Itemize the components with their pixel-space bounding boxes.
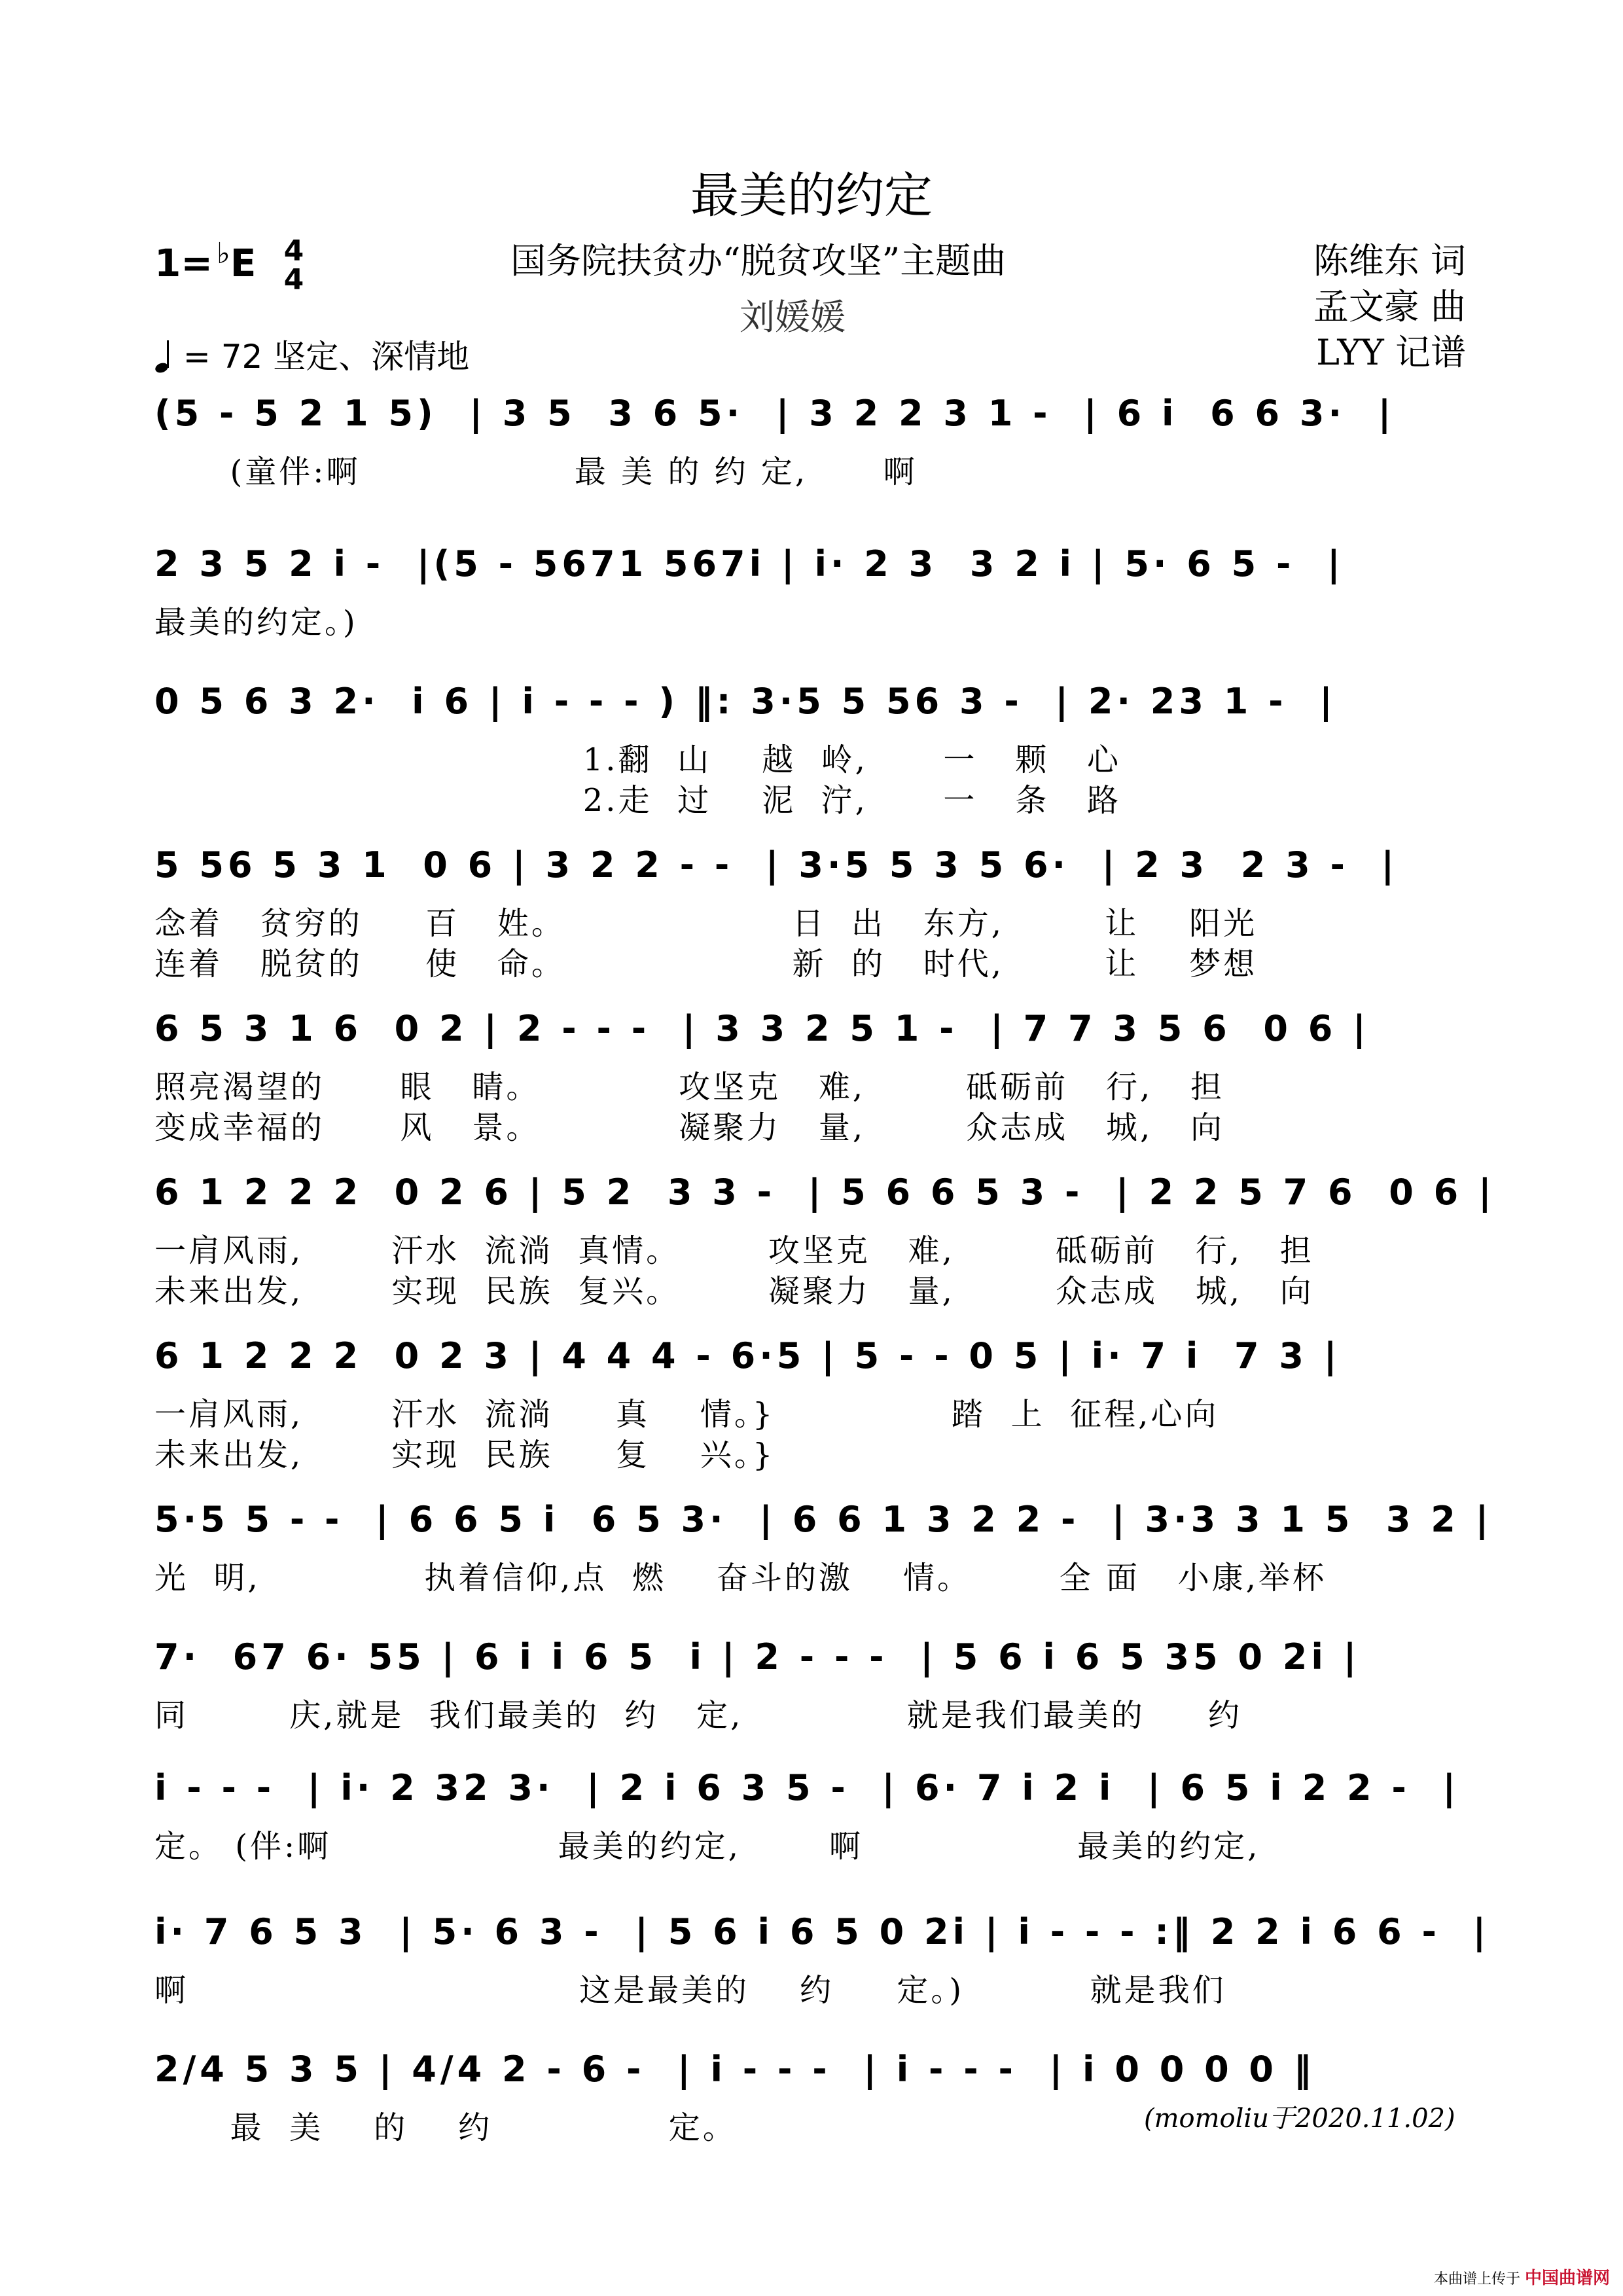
lyric-line: 定。 (伴:啊 最美的约定, 啊 最美的约定, bbox=[154, 1828, 1260, 1865]
notation-line: i· 7 6 5 3 | 5· 6 3 - | 5 6 i 6 5 0 2i | i - - - :‖ 2 2 i 6 6 - | bbox=[154, 1911, 1490, 1952]
transcriber-credit: LYY 记谱 bbox=[1316, 332, 1466, 373]
notation-line: 5 56 5 3 1 0 6 | 3 2 2 - - | 3·5 5 3 5 6· | 2 3 2 3 - | bbox=[154, 844, 1399, 886]
tempo-text: = 72 坚定、深情地 bbox=[183, 338, 470, 376]
watermark-brand: 中国曲谱网 bbox=[1524, 2269, 1610, 2288]
notation-line: 7· 67 6· 55 | 6 i i 6 5 i | 2 - - - | 5 6 i 6 5 35 0 2i | bbox=[154, 1636, 1361, 1677]
notation-line: 6 1 2 2 2 0 2 3 | 4 4 4 - 6·5 | 5 - - 0 5 | i· 7 i 7 3 | bbox=[154, 1335, 1341, 1376]
notation-line: (5 - 5 2 1 5) | 3 5 3 6 5· | 3 2 2 3 1 - | 6 i 6 6 3· | bbox=[154, 393, 1395, 434]
transcriber-signature: (momoliu于2020.11.02) bbox=[1144, 2104, 1455, 2134]
lyric-line: 一肩风雨, 汗水 流淌 真情。 攻坚克 难, 砥砺前 行, 担 bbox=[154, 1232, 1314, 1269]
song-title: 最美的约定 bbox=[690, 168, 933, 224]
lyric-line: 同 庆,就是 我们最美的 约 定, 就是我们最美的 约 bbox=[154, 1697, 1243, 1734]
notation-line: 5·5 5 - - | 6 6 5 i 6 5 3· | 6 6 1 3 2 2 - | 3·3 3 1 5 3 2 | bbox=[154, 1499, 1493, 1540]
lyric-line: 2.走 过 泥 泞, 一 条 路 bbox=[154, 782, 1121, 819]
lyric-line: 最 美 的 约 定。 bbox=[154, 2109, 737, 2146]
key-prefix: 1= bbox=[154, 241, 213, 286]
lyric-line: 变成幸福的 风 景。 凝聚力 量, 众志成 城, 向 bbox=[154, 1109, 1225, 1146]
lyric-line: 啊 这是最美的 约 定。) 就是我们 bbox=[154, 1972, 1226, 2009]
time-signature bbox=[283, 234, 304, 296]
composer-credit: 孟文豪 曲 bbox=[1313, 286, 1466, 327]
singer: 刘媛媛 bbox=[740, 296, 846, 338]
lyric-line: 念着 贫穷的 百 姓。 日 出 东方, 让 阳光 bbox=[154, 905, 1258, 942]
key-note: E bbox=[230, 241, 257, 286]
lyric-line: 照亮渴望的 眼 睛。 攻坚克 难, 砥砺前 行, 担 bbox=[154, 1069, 1225, 1105]
notation-line: 2 3 5 2 i - |(5 - 5671 567i | i· 2 3 3 2 i | 5· 6 5 - | bbox=[154, 543, 1344, 584]
lyric-line: 连着 脱贫的 使 命。 新 的 时代, 让 梦想 bbox=[154, 946, 1258, 982]
notation-line: 0 5 6 3 2· i 6 | i - - - ) ‖: 3·5 5 56 3 - | 2· 23 1 - | bbox=[154, 681, 1336, 722]
tempo-marking bbox=[154, 331, 469, 378]
notation-line: 2/4 5 3 5 | 4/4 2 - 6 - | i - - - | i - - - | i 0 0 0 0 ‖ bbox=[154, 2049, 1315, 2090]
watermark-text: 本曲谱上传于 bbox=[1433, 2271, 1520, 2287]
notation-line: 6 1 2 2 2 0 2 6 | 5 2 3 3 - | 5 6 6 5 3 - | 2 2 5 7 6 0 6 | bbox=[154, 1172, 1495, 1213]
key-signature bbox=[154, 234, 304, 296]
flat-icon: ♭ bbox=[216, 237, 230, 270]
lyric-line: 未来出发, 实现 民族 复兴。 凝聚力 量, 众志成 城, 向 bbox=[154, 1273, 1314, 1310]
lyric-line: 光 明, 执着信仰,点 燃 奋斗的激 情。 全 面 小康,举杯 bbox=[154, 1560, 1327, 1596]
lyric-line: 1.翻 山 越 岭, 一 颗 心 bbox=[154, 742, 1121, 778]
notation-line: i - - - | i· 2 32 3· | 2 i 6 3 5 - | 6· 7 i 2 i | 6 5 i 2 2 - | bbox=[154, 1767, 1460, 1808]
time-bottom: 4 bbox=[283, 263, 304, 296]
lyric-line: 一肩风雨, 汗水 流淌 真 情。} 踏 上 征程,心向 bbox=[154, 1396, 1219, 1433]
lyricist-credit: 陈维东 词 bbox=[1313, 240, 1466, 281]
notation-line: 6 5 3 1 6 0 2 | 2 - - - | 3 3 2 5 1 - | 7 7 3 5 6 0 6 | bbox=[154, 1008, 1370, 1049]
lyric-line: 未来出发, 实现 民族 复 兴。} bbox=[154, 1437, 776, 1473]
time-top: 4 bbox=[283, 234, 304, 268]
quarter-note-icon bbox=[154, 338, 173, 374]
subtitle: 国务院扶贫办“脱贫攻坚”主题曲 bbox=[510, 240, 1007, 281]
lyric-line: 最美的约定。) bbox=[154, 604, 358, 641]
lyric-line: (童伴:啊 最 美 的 约 定, 啊 bbox=[154, 454, 918, 490]
watermark bbox=[1434, 2265, 1610, 2289]
